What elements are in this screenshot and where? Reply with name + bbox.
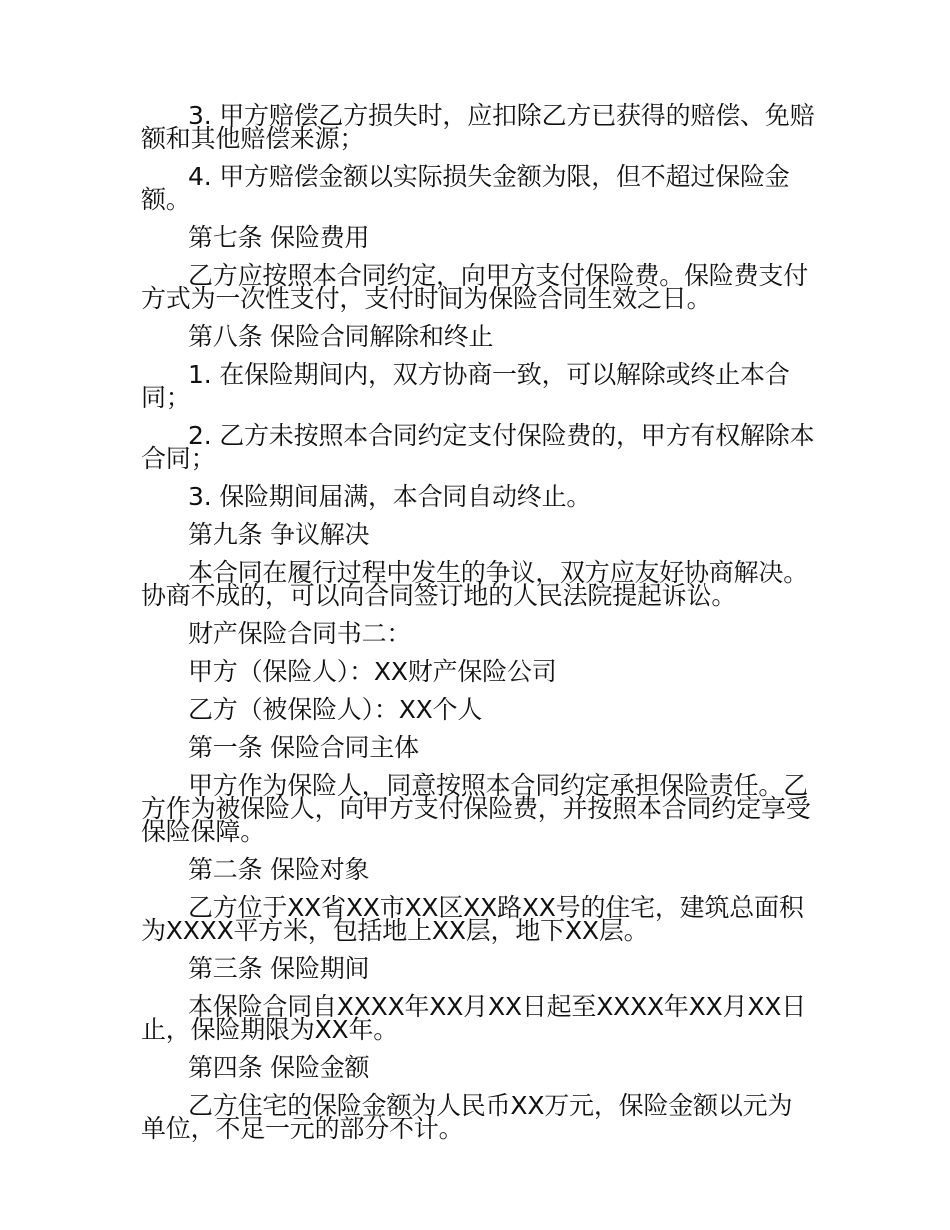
party-a-line: 甲方（保险人）：XX财产保险公司 xyxy=(188,657,557,686)
contract-title: 财产保险合同书二： xyxy=(188,619,412,648)
section-body: 本保险合同自XXXX年XX月XX日起至XXXX年XX月XX日止，保险期限为XX年。 xyxy=(141,992,807,1044)
clause-item: 4. 甲方赔偿金额以实际损失金额为限，但不超过保险金额。 xyxy=(141,162,790,214)
section-body: 乙方应按照本合同约定，向甲方支付保险费。保险费支付方式为一次性支付，支付时间为保险合同生效之日。 xyxy=(141,261,809,313)
section-heading: 第二条 保险对象 xyxy=(188,855,370,884)
section-heading: 第九条 争议解决 xyxy=(188,520,370,549)
clause-item: 3. 甲方赔偿乙方损失时，应扣除乙方已获得的赔偿、免赔额和其他赔偿来源； xyxy=(141,101,815,153)
section-body: 甲方作为保险人，同意按照本合同约定承担保险责任。乙方作为被保险人，向甲方支付保险费，并按照本合同约定享受保险保障。 xyxy=(141,771,811,846)
section-body: 乙方位于XX省XX市XX区XX路XX号的住宅，建筑总面积为XXXX平方米，包括地上XX层，地下XX层。 xyxy=(141,893,804,945)
section-body: 乙方住宅的保险金额为人民币XX万元，保险金额以元为单位，不足一元的部分不计。 xyxy=(141,1091,793,1143)
document-body xyxy=(141,101,815,1143)
clause-item: 2. 乙方未按照本合同约定支付保险费的，甲方有权解除本合同； xyxy=(141,421,815,473)
clause-item: 3. 保险期间届满，本合同自动终止。 xyxy=(188,482,592,511)
party-b-line: 乙方（被保险人）：XX个人 xyxy=(188,695,483,724)
section-heading: 第七条 保险费用 xyxy=(188,223,370,252)
section-heading: 第四条 保险金额 xyxy=(188,1053,370,1082)
section-heading: 第三条 保险期间 xyxy=(188,954,370,983)
section-heading: 第一条 保险合同主体 xyxy=(188,733,419,762)
clause-item: 1. 在保险期间内，双方协商一致，可以解除或终止本合同； xyxy=(141,360,790,412)
section-heading: 第八条 保险合同解除和终止 xyxy=(188,322,494,351)
section-body: 本合同在履行过程中发生的争议，双方应友好协商解决。协商不成的，可以向合同签订地的人民法院提起诉讼。 xyxy=(141,558,809,610)
